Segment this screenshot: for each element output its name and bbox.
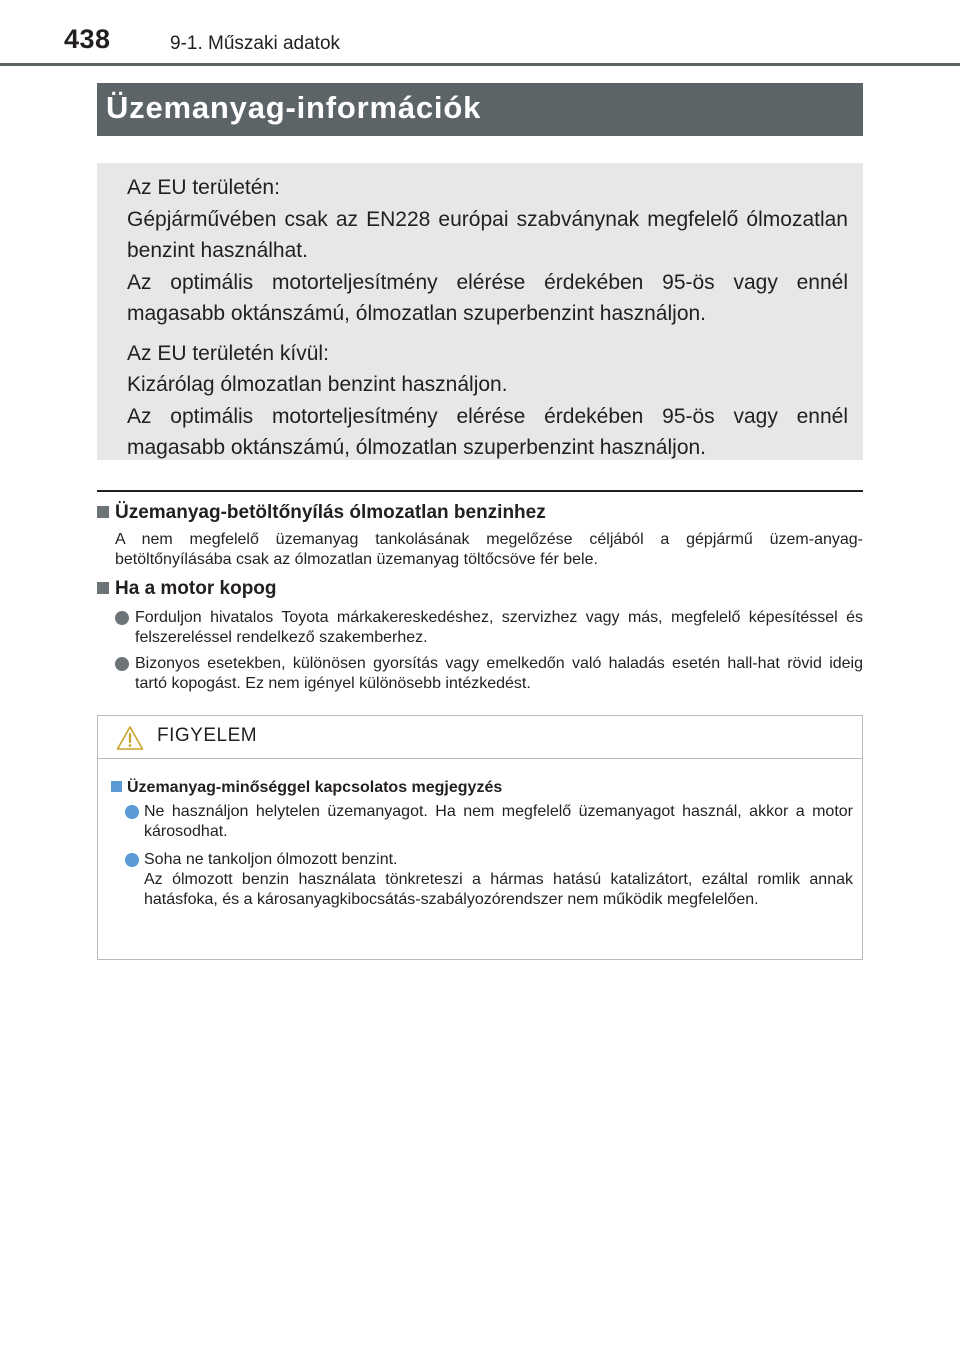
circle-bullet-icon [115, 657, 129, 671]
section-heading-filler-neck [97, 500, 863, 526]
warning-title: FIGYELEM [157, 725, 258, 746]
list-item-text: Az ólmozott benzin használata tönkreteszi a hármas hatású katalizátort, ezáltal romlik annak hatásfoka, és a károsanyagkibocsátás-szabályozórendszer nem működik megfelelően. [144, 871, 853, 908]
warning-heading [111, 778, 853, 798]
warning-heading-text: Üzemanyag-minőséggel kapcsolatos megjegyzés [127, 779, 503, 796]
eu-line-1: Gépjárművében csak az EN228 európai szabványnak megfelelő ólmozatlan benzint használhat. [127, 207, 848, 262]
non-eu-paragraph [127, 338, 848, 464]
page-header [0, 0, 960, 66]
circle-bullet-icon [125, 853, 139, 867]
list-item [144, 802, 853, 842]
square-bullet-icon [97, 506, 109, 518]
section-label: 9-1. Műszaki adatok [170, 33, 341, 54]
filler-neck-text: A nem megfelelő üzemanyag tankolásának megelőzése céljából a gépjármű üzem-anyag-betöltőnyílásába csak az ólmozatlan üzemanyag töltőcsöve fér bele. [115, 531, 863, 568]
square-bullet-icon [97, 582, 109, 594]
non-eu-line-2: Az optimális motorteljesítmény elérése érdekében 95-ös vagy ennél magasabb oktánszámú, ólmozatlan szuperbenzint használjon. [127, 404, 848, 459]
page-title: Üzemanyag-információk [106, 90, 482, 125]
section-heading-text: Ha a motor kopog [115, 578, 277, 599]
list-item [135, 608, 863, 648]
list-item [144, 850, 853, 910]
list-item [135, 654, 863, 694]
warning-header [98, 716, 862, 759]
page-number: 438 [64, 24, 111, 54]
warning-body [98, 759, 862, 910]
list-item-text: Ne használjon helytelen üzemanyagot. Ha nem megfelelő üzemanyagot használ, akkor a motor károsodhat. [144, 803, 853, 840]
square-bullet-icon [111, 781, 122, 792]
section-divider [97, 490, 863, 492]
warning-triangle-icon [116, 725, 144, 751]
non-eu-line-1: Kizárólag ólmozatlan benzint használjon. [127, 373, 508, 396]
eu-line-2: Az optimális motorteljesítmény elérése érdekében 95-ös vagy ennél magasabb oktánszámú, ólmozatlan szuperbenzint használjon. [127, 270, 848, 325]
list-item-text: Bizonyos esetekben, különösen gyorsítás vagy emelkedőn való haladás esetén hall-hat rövid ideig tartó kopogást. Ez nem igényel különösebb intézkedést. [135, 655, 863, 692]
non-eu-heading: Az EU területén kívül: [127, 341, 329, 365]
circle-bullet-icon [125, 805, 139, 819]
eu-heading: Az EU területén: [127, 176, 280, 199]
list-item-text: Forduljon hivatalos Toyota márkakereskedéshez, szervizhez vagy más, megfelelő képesítéssel és felszereléssel rendelkező szakemberhez. [135, 609, 863, 646]
circle-bullet-icon [115, 611, 129, 625]
eu-paragraph [127, 172, 848, 330]
list-item-text: Soha ne tankoljon ólmozott benzint. [144, 851, 398, 868]
section-heading-text: Üzemanyag-betöltőnyílás ólmozatlan benzinhez [115, 502, 546, 523]
fuel-info-box [97, 163, 863, 460]
main-content [97, 500, 863, 694]
warning-box [97, 715, 863, 960]
section-heading-knocking [97, 576, 863, 602]
title-bar [97, 83, 863, 136]
